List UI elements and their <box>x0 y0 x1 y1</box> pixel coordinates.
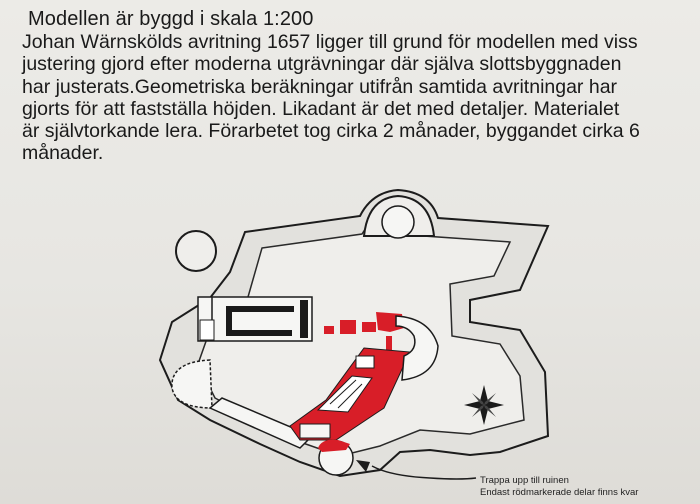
north-tower-inner <box>382 206 414 238</box>
north-wing <box>198 297 312 341</box>
paragraph-line: månader. <box>22 142 104 165</box>
sign-heading: Modellen är byggd i skala 1:200 <box>28 8 314 30</box>
paragraph-line: har justerats.Geometriska beräkningar utifrån samtida avritningar har <box>22 75 618 98</box>
caption-stairs: Trappa upp till ruinen <box>480 475 569 486</box>
paragraph-line: justering gjord efter moderna utgrävningar där själva slottsbyggnaden <box>22 53 622 76</box>
paragraph-line: är självtorkande lera. Förarbetet tog cirka 2 månader, byggandet cirka 6 <box>22 120 640 143</box>
caption-red-legend: Endast rödmarkerade delar finns kvar <box>480 487 639 498</box>
paragraph-line: gjorts för att fastställa höjden. Likadant är det med detaljer. Materialet <box>22 97 620 120</box>
paragraph-line: Johan Wärnskölds avritning 1657 ligger till grund för modellen med viss <box>22 31 638 53</box>
plan-caption <box>480 475 638 499</box>
west-round-tower <box>176 231 216 271</box>
